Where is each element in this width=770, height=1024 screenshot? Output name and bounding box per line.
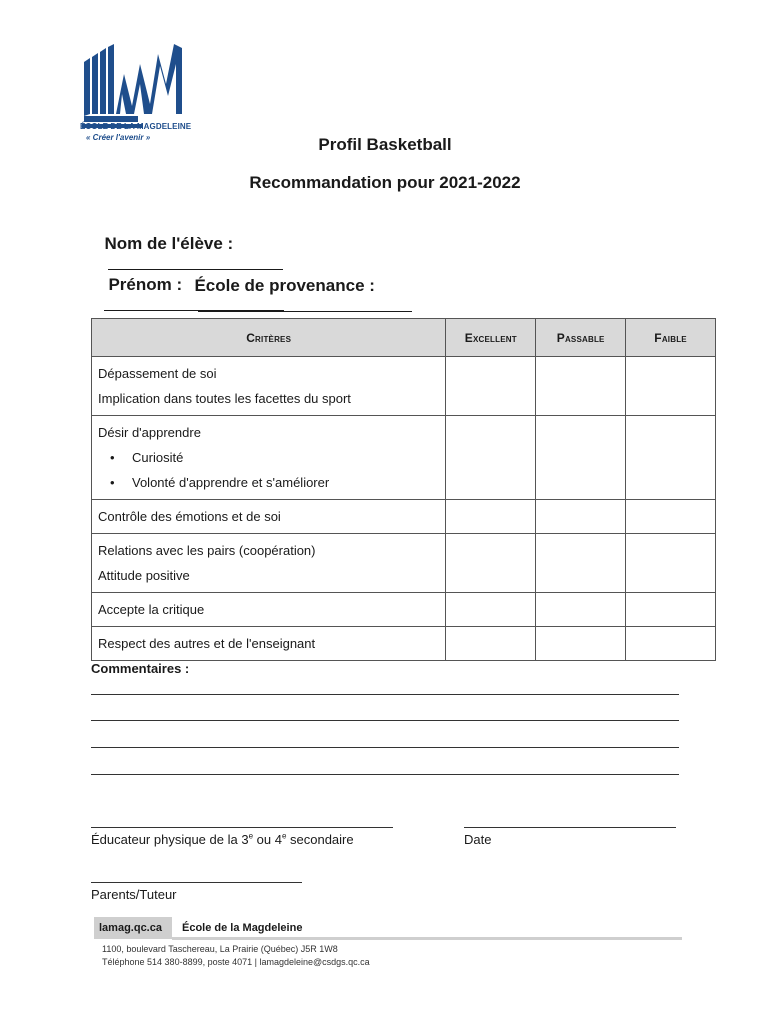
criterion-text: Désir d'apprendre: [98, 425, 201, 440]
educator-label-text: Éducateur physique de la 3: [91, 832, 249, 847]
criterion-text: Respect des autres et de l'enseignant: [98, 636, 316, 651]
ordinal-sup: e: [281, 831, 287, 841]
footer-divider: [172, 937, 682, 940]
logo-motto: « Créer l'avenir »: [86, 133, 151, 142]
criterion-text: Contrôle des émotions et de soi: [98, 509, 281, 524]
criterion-text: Dépassement de soi: [98, 366, 217, 381]
criterion-cell: [92, 416, 446, 500]
document-title: Profil Basketball: [318, 135, 452, 154]
header-excellent: Excellent: [446, 319, 536, 357]
educator-label-text: ou 4: [253, 832, 282, 847]
footer-contact: Téléphone 514 380-8899, poste 4071 | lamagdeleine@csdgs.qc.ca: [102, 957, 370, 967]
parents-label: Parents/Tuteur: [91, 887, 177, 902]
rating-cell-excellent[interactable]: [446, 500, 536, 534]
rating-cell-passable[interactable]: [536, 357, 626, 416]
table-row: [92, 357, 716, 416]
header-passable: Passable: [536, 319, 626, 357]
criterion-bullet: • Curiosité: [98, 445, 439, 470]
rating-cell-passable[interactable]: [536, 534, 626, 593]
document-subtitle: Recommandation pour 2021-2022: [249, 173, 521, 192]
rating-cell-passable[interactable]: [536, 593, 626, 627]
rating-cell-excellent[interactable]: [446, 534, 536, 593]
date-signature-line[interactable]: [464, 827, 676, 828]
criterion-cell: [92, 357, 446, 416]
table-row: [92, 534, 716, 593]
table-row: [92, 627, 716, 661]
rating-cell-excellent[interactable]: [446, 593, 536, 627]
rating-cell-faible[interactable]: [626, 627, 716, 661]
date-label: Date: [464, 832, 492, 847]
header-faible: Faible: [626, 319, 716, 357]
table-row: [92, 416, 716, 500]
rating-cell-faible[interactable]: [626, 357, 716, 416]
footer-school-name: École de la Magdeleine: [182, 922, 303, 934]
criterion-text: Accepte la critique: [98, 602, 205, 617]
criterion-text: Implication dans toutes les facettes du sport: [98, 391, 351, 406]
school-origin-row: [185, 256, 412, 317]
comment-line[interactable]: [91, 747, 679, 748]
footer-site-tag: lamag.qc.ca: [94, 917, 172, 939]
criterion-cell: [92, 534, 446, 593]
rating-cell-excellent[interactable]: [446, 416, 536, 500]
comment-line[interactable]: [91, 720, 679, 721]
criterion-bullet: • Volonté d'apprendre et s'améliorer: [98, 470, 439, 495]
rating-cell-passable[interactable]: [536, 416, 626, 500]
rating-cell-faible[interactable]: [626, 534, 716, 593]
table-row: [92, 500, 716, 534]
ecole-label: École de provenance :: [194, 276, 375, 295]
rating-cell-faible[interactable]: [626, 416, 716, 500]
educator-signature-label: [91, 832, 354, 847]
prenom-label: Prénom :: [108, 275, 183, 294]
rating-cell-passable[interactable]: [536, 500, 626, 534]
comments-label: Commentaires :: [91, 661, 190, 676]
educator-label-text: secondaire: [286, 832, 354, 847]
comment-line[interactable]: [91, 694, 679, 695]
footer-address: 1100, boulevard Taschereau, La Prairie (Québec) J5R 1W8: [102, 944, 338, 954]
ordinal-sup: e: [248, 831, 254, 841]
nom-label: Nom de l'élève :: [104, 234, 234, 253]
parents-signature-line[interactable]: [91, 882, 302, 883]
rating-cell-excellent[interactable]: [446, 627, 536, 661]
rating-cell-faible[interactable]: [626, 500, 716, 534]
criterion-text: Relations avec les pairs (coopération): [98, 543, 316, 558]
header-criteres: Critères: [92, 319, 446, 357]
criterion-cell: [92, 593, 446, 627]
rating-cell-excellent[interactable]: [446, 357, 536, 416]
rating-cell-passable[interactable]: [536, 627, 626, 661]
logo-school-name: ÉCOLE DE LA MAGDELEINE: [80, 122, 192, 131]
criterion-cell: [92, 627, 446, 661]
table-row: [92, 593, 716, 627]
criteria-table: [91, 318, 716, 661]
criterion-text: Attitude positive: [98, 568, 190, 583]
criterion-cell: [92, 500, 446, 534]
table-header-row: [92, 319, 716, 357]
rating-cell-faible[interactable]: [626, 593, 716, 627]
comment-line[interactable]: [91, 774, 679, 775]
ecole-blank[interactable]: [198, 296, 412, 312]
educator-signature-line[interactable]: [91, 827, 393, 828]
